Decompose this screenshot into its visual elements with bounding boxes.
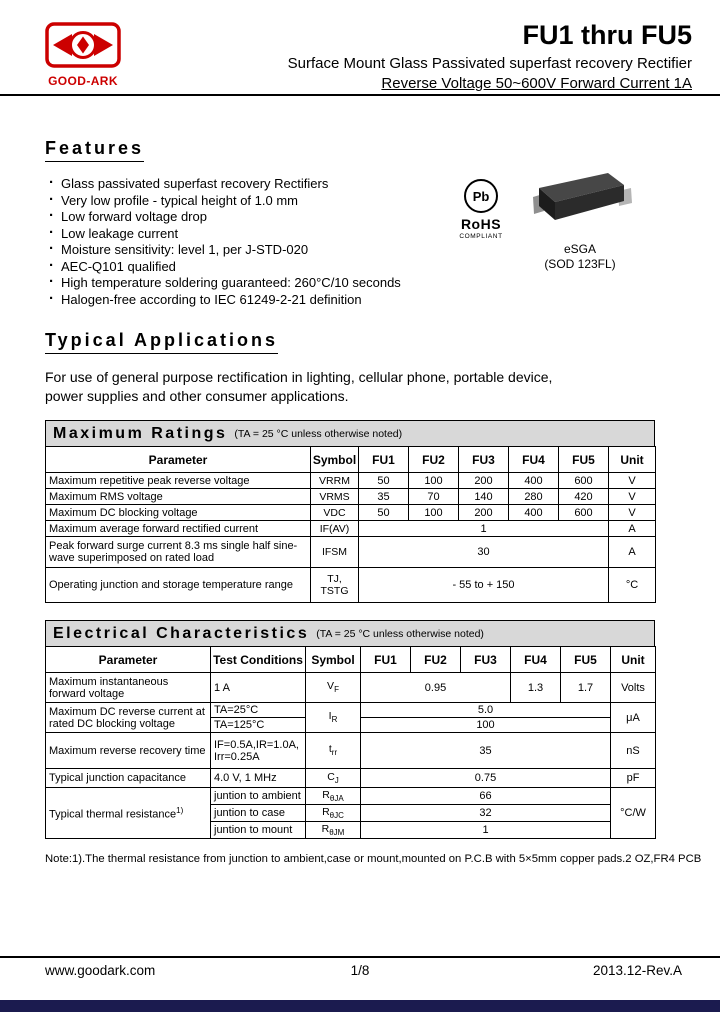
col-header-symbol: Symbol (311, 447, 359, 473)
cell-value: 35 (359, 489, 409, 505)
feature-item: · Very low profile - typical height of 1.0 mm (48, 193, 448, 210)
cell-value: 100 (409, 473, 459, 489)
cell-value: - 55 to + 150 (359, 568, 609, 603)
col-header-symbol: Symbol (306, 647, 361, 673)
cell-value: 0.75 (361, 769, 611, 788)
goodark-logo (44, 22, 122, 88)
elec-table (45, 646, 656, 839)
cell-condition: TA=25°C (211, 703, 306, 718)
rohs-label: RoHS (460, 216, 502, 232)
max-ratings-subtitle: (TA = 25 °C unless otherwise noted) (234, 427, 403, 440)
cell-unit: nS (611, 733, 656, 769)
cell-value: 50 (359, 473, 409, 489)
package-name: eSGA (563, 242, 596, 256)
elec-subtitle: (TA = 25 °C unless otherwise noted) (316, 627, 484, 640)
cell-symbol: $t_{rr}$ (306, 733, 361, 769)
table-header-row (46, 447, 656, 473)
cell-param: Typical junction capacitance (46, 769, 211, 788)
cell-value: 1 (359, 521, 609, 537)
table-row (46, 505, 656, 521)
table-row (46, 489, 656, 505)
goodark-logo-icon (45, 22, 121, 68)
cell-param: Peak forward surge current 8.3 ms single half sine-wave superimposed on rated load (46, 537, 311, 568)
cell-unit: °C/W (611, 788, 656, 839)
rohs-mark (454, 216, 508, 240)
col-header-fu4: FU4 (509, 447, 559, 473)
features-list (48, 176, 448, 308)
cell-value: 600 (559, 505, 609, 521)
applications-line-1: For use of general purpose rectification in lighting, cellular phone, portable device, (45, 369, 553, 385)
table-row (46, 568, 656, 603)
pb-label: Pb (472, 188, 490, 204)
rohs-compliant-label: COMPLIANT (459, 233, 503, 240)
feature-item: · High temperature soldering guaranteed: 260°C/10 seconds (48, 275, 448, 292)
package-caption (522, 242, 638, 272)
table-row (46, 473, 656, 489)
cell-unit: A (609, 521, 656, 537)
max-ratings-section (45, 420, 655, 603)
footer-divider (0, 956, 720, 958)
cell-symbol: VRMS (311, 489, 359, 505)
col-header-fu5: FU5 (559, 447, 609, 473)
logo-text: GOOD-ARK (48, 74, 118, 88)
col-header-fu4: FU4 (511, 647, 561, 673)
elec-title: Electrical Characteristics (53, 624, 310, 642)
page-title: FU1 thru FU5 (522, 20, 692, 50)
applications-heading: Typical Applications (45, 330, 278, 354)
cell-value: 35 (361, 733, 611, 769)
page-bottom-edge (0, 1000, 720, 1012)
cell-param: Maximum average forward rectified current (46, 521, 311, 537)
footer-url: www.goodark.com (45, 963, 156, 978)
cell-value: 0.95 (361, 673, 511, 703)
cell-symbol: $V_F$ (306, 673, 361, 703)
electrical-characteristics-section (45, 620, 655, 839)
cell-value: 420 (559, 489, 609, 505)
feature-item: · AEC-Q101 qualified (48, 259, 448, 276)
cell-param: Maximum DC blocking voltage (46, 505, 311, 521)
col-header-fu2: FU2 (411, 647, 461, 673)
header-divider (0, 94, 720, 96)
cell-param: Maximum instantaneous forward voltage (46, 673, 211, 703)
cell-param: Operating junction and storage temperature range (46, 568, 311, 603)
col-header-fu3: FU3 (461, 647, 511, 673)
cell-value: 400 (509, 505, 559, 521)
cell-value: 5.0 (361, 703, 611, 718)
doc-subtitle-2: Reverse Voltage 50~600V Forward Current 1A (381, 75, 692, 92)
cell-value: 140 (459, 489, 509, 505)
table-header-row (46, 647, 656, 673)
col-header-parameter: Parameter (46, 647, 211, 673)
elec-title-bar (45, 620, 655, 647)
package-code: (SOD 123FL) (544, 257, 616, 271)
cell-value: 32 (361, 805, 611, 822)
cell-value: 50 (359, 505, 409, 521)
table-row-trr (46, 733, 656, 769)
col-header-test-conditions: Test Conditions (211, 647, 306, 673)
cell-param: Maximum reverse recovery time (46, 733, 211, 769)
cell-param: Maximum RMS voltage (46, 489, 311, 505)
col-header-fu2: FU2 (409, 447, 459, 473)
feature-item: · Low forward voltage drop (48, 209, 448, 226)
cell-value: 100 (361, 718, 611, 733)
cell-unit: V (609, 473, 656, 489)
feature-item: · Glass passivated superfast recovery Rectifiers (48, 176, 448, 193)
table-row-rth-1 (46, 788, 656, 805)
cell-value: 1.7 (561, 673, 611, 703)
cell-condition: juntion to ambient (211, 788, 306, 805)
feature-item: · Halogen-free according to IEC 61249-2-21 definition (48, 292, 448, 309)
cell-param: Typical thermal resistance$^{1)}$ (46, 788, 211, 839)
col-header-parameter: Parameter (46, 447, 311, 473)
max-ratings-title: Maximum Ratings (53, 424, 228, 442)
page-number: 1/8 (350, 963, 370, 978)
cell-value: 200 (459, 505, 509, 521)
cell-value: 70 (409, 489, 459, 505)
cell-value: 200 (459, 473, 509, 489)
cell-symbol: IF(AV) (311, 521, 359, 537)
cell-symbol: IFSM (311, 537, 359, 568)
cell-value: 400 (509, 473, 559, 489)
cell-param: Maximum DC reverse current at rated DC blocking voltage (46, 703, 211, 733)
smd-package-icon (528, 164, 636, 234)
table-row-cj (46, 769, 656, 788)
cell-value: 600 (559, 473, 609, 489)
applications-text (45, 368, 552, 405)
col-header-fu3: FU3 (459, 447, 509, 473)
col-header-unit: Unit (611, 647, 656, 673)
table-row (46, 521, 656, 537)
cell-value: 1.3 (511, 673, 561, 703)
cell-symbol: $I_R$ (306, 703, 361, 733)
cell-value: 1 (361, 822, 611, 839)
cell-condition: IF=0.5A,IR=1.0A, Irr=0.25A (211, 733, 306, 769)
revision-label: 2013.12-Rev.A (592, 963, 682, 978)
cell-symbol: $R_{\theta JC}$ (306, 805, 361, 822)
col-header-fu5: FU5 (561, 647, 611, 673)
cell-unit: Volts (611, 673, 656, 703)
table-row (46, 537, 656, 568)
cell-symbol: TJ, TSTG (311, 568, 359, 603)
cell-symbol: $R_{\theta JA}$ (306, 788, 361, 805)
cell-condition: 1 A (211, 673, 306, 703)
cell-condition: juntion to case (211, 805, 306, 822)
max-ratings-table (45, 446, 656, 603)
table-row-vf (46, 673, 656, 703)
cell-unit: V (609, 505, 656, 521)
cell-unit: μA (611, 703, 656, 733)
cell-condition: 4.0 V, 1 MHz (211, 769, 306, 788)
features-heading: Features (45, 138, 144, 162)
max-ratings-title-bar (45, 420, 655, 447)
cell-value: 280 (509, 489, 559, 505)
footnote: Note:1).The thermal resistance from junction to ambient,case or mount,mounted on P.C.B with 5×5mm copper pads.2 OZ,FR4 PCB (45, 853, 702, 865)
feature-item: · Moisture sensitivity: level 1, per J-STD-020 (48, 242, 448, 259)
cell-unit: pF (611, 769, 656, 788)
cell-symbol: $C_J$ (306, 769, 361, 788)
cell-value: 100 (409, 505, 459, 521)
table-row-ir-1 (46, 703, 656, 718)
cell-unit: V (609, 489, 656, 505)
package-image (528, 164, 636, 239)
cell-unit: A (609, 537, 656, 568)
col-header-fu1: FU1 (359, 447, 409, 473)
applications-line-2: power supplies and other consumer applications. (45, 387, 349, 404)
col-header-unit: Unit (609, 447, 656, 473)
title-block (288, 20, 692, 92)
feature-item: · Low leakage current (48, 226, 448, 243)
cell-value: 30 (359, 537, 609, 568)
cell-symbol: VDC (311, 505, 359, 521)
cell-symbol: $R_{\theta JM}$ (306, 822, 361, 839)
cell-condition: juntion to mount (211, 822, 306, 839)
pb-free-icon (464, 179, 498, 213)
col-header-fu1: FU1 (361, 647, 411, 673)
cell-param: Maximum repetitive peak reverse voltage (46, 473, 311, 489)
cell-symbol: VRRM (311, 473, 359, 489)
cell-value: 66 (361, 788, 611, 805)
doc-subtitle-1: Surface Mount Glass Passivated superfast recovery Rectifier (287, 55, 692, 72)
cell-unit: °C (609, 568, 656, 603)
cell-condition: TA=125°C (211, 718, 306, 733)
